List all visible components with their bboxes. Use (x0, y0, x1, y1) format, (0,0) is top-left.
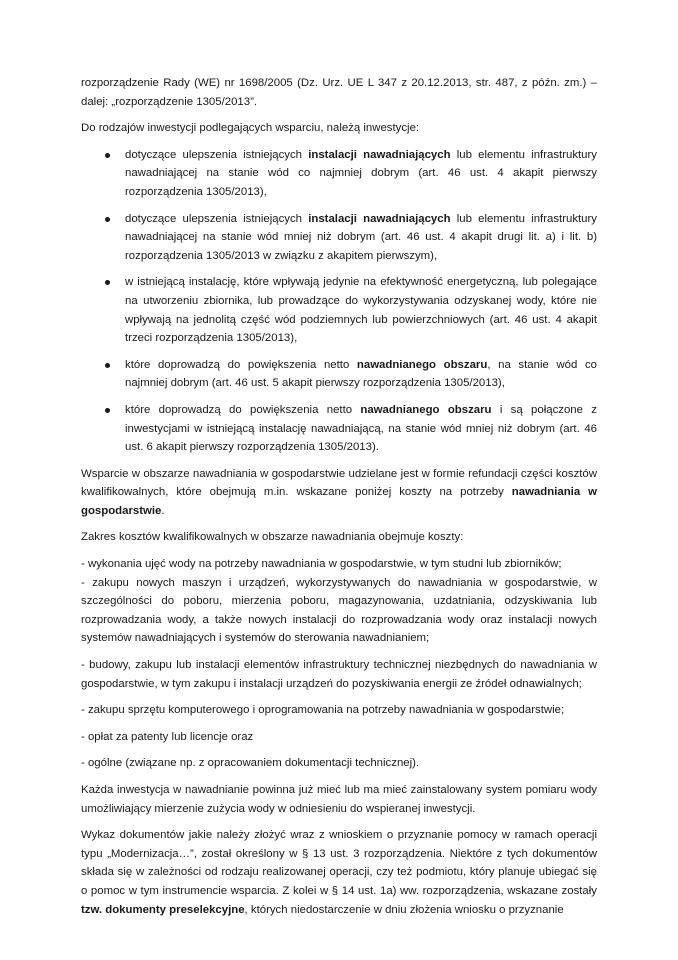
list-item: które doprowadzą do powiększenia netto nawadnianego obszaru, na stanie wód co najmniej dobrym (art. 46 ust. 5 akapit pierwszy rozporządzenia 1305/2013), (81, 356, 597, 393)
bullet-icon (105, 153, 110, 158)
list-item: które doprowadzą do powiększenia netto nawadnianego obszaru i są połączone z inwestycjami w istniejącą instalację nawadniającą, na stanie wód mniej niż dobrym (art. 46 ust. 6 akapit pierwszy rozporządzenia 1305/2013). (81, 401, 597, 457)
bullet-icon (105, 408, 110, 413)
cost-item: - budowy, zakupu lub instalacji elementów infrastruktury technicznej niezbędnych do nawadniania w gospodarstwie, w tym zakupu i instalacji urządzeń do pozyskiwania energii ze źródeł odnawialnych; (81, 659, 597, 690)
cost-item: - wykonania ujęć wody na potrzeby nawadniania w gospodarstwie, w tym studni lub zbiorników; (81, 558, 562, 571)
list-item: w istniejącą instalację, które wpływają jedynie na efektywność energetyczną, lub polegające na utworzeniu zbiornika, lub prowadzące do wykorzystywania odzyskanej wody, które nie wpływają na jednolitą część wód podziemnych lub powierzchniowych (art. 46 ust. 4 akapit trzeci rozporządzenia 1305/2013), (81, 273, 597, 347)
investments-heading: Do rodzajów inwestycji podlegających wsparciu, należą inwestycje: (81, 122, 420, 135)
support-paragraph: Wsparcie w obszarze nawadniania w gospodarstwie udzielane jest w formie refundacji części kosztów kwalifikowalnych, które obejmują m.in. wskazane poniżej koszty na potrzeby nawadniania w gospodarstwie. (81, 467, 597, 517)
metering-paragraph: Każda inwestycja w nawadnianie powinna już mieć lub ma mieć zainstalowany system pomiaru wody umożliwiający mierzenie zużycia wody w odniesieniu do wspieranej inwestycji. (81, 784, 597, 815)
investment-types-list (81, 146, 597, 457)
document-page (81, 74, 597, 927)
documents-paragraph: Wykaz dokumentów jakie należy złożyć wraz z wnioskiem o przyznanie pomocy w ramach operacji typu „Modernizacja…”, został określony w § 13 ust. 3 rozporządzenia. Niektóre z tych dokumentów składa się w zależności od rodzaju realizowanej operacji, czy też podmiotu, który planuje ubiegać się o pomoc w tym instrumencie wsparcia. Z kolei w § 14 ust. 1a) ww. rozporządzenia, wskazane zostały tzw. dokumenty preselekcyjne, których niedostarczenie w dniu złożenia wniosku o przyznanie (81, 829, 597, 916)
cost-item: - zakupu sprzętu komputerowego i oprogramowania na potrzeby nawadniania w gospodarstwie; (81, 704, 565, 717)
list-item: dotyczące ulepszenia istniejących instalacji nawadniających lub elementu infrastruktury nawadniającej na stanie wód mniej niż dobrym (art. 46 ust. 4 akapit drugi lit. a) i lit. b) rozporządzenia 1305/2013 w związku z akapitem pierwszym), (81, 210, 597, 266)
cost-item: - opłat za patenty lub licencje oraz (81, 730, 254, 743)
intro-paragraph: rozporządzenie Rady (WE) nr 1698/2005 (Dz. Urz. UE L 347 z 20.12.2013, str. 487, z późn. zm.) – dalej: „rozporządzenie 1305/2013”. (81, 77, 597, 108)
bullet-icon (105, 217, 110, 222)
list-item: dotyczące ulepszenia istniejących instalacji nawadniających lub elementu infrastruktury nawadniającej na stanie wód co najmniej dobrym (art. 46 ust. 4 akapit pierwszy rozporządzenia 1305/2013), (81, 146, 597, 202)
cost-item: - zakupu nowych maszyn i urządzeń, wykorzystywanych do nawadniania w gospodarstwie, w szczególności do poboru, mierzenia poboru, magazynowania, uzdatniania, odzyskiwania lub rozprowadzania wody, a także nowych instalacji do rozprowadzania wody oraz instalacji nowych systemów nawadniających i systemów do sterowania nawadnianiem; (81, 576, 597, 645)
bullet-icon (105, 363, 110, 368)
costs-heading: Zakres kosztów kwalifikowalnych w obszarze nawadniania obejmuje koszty: (81, 531, 464, 544)
cost-item: - ogólne (związane np. z opracowaniem dokumentacji technicznej). (81, 757, 420, 770)
bullet-icon (105, 280, 110, 285)
